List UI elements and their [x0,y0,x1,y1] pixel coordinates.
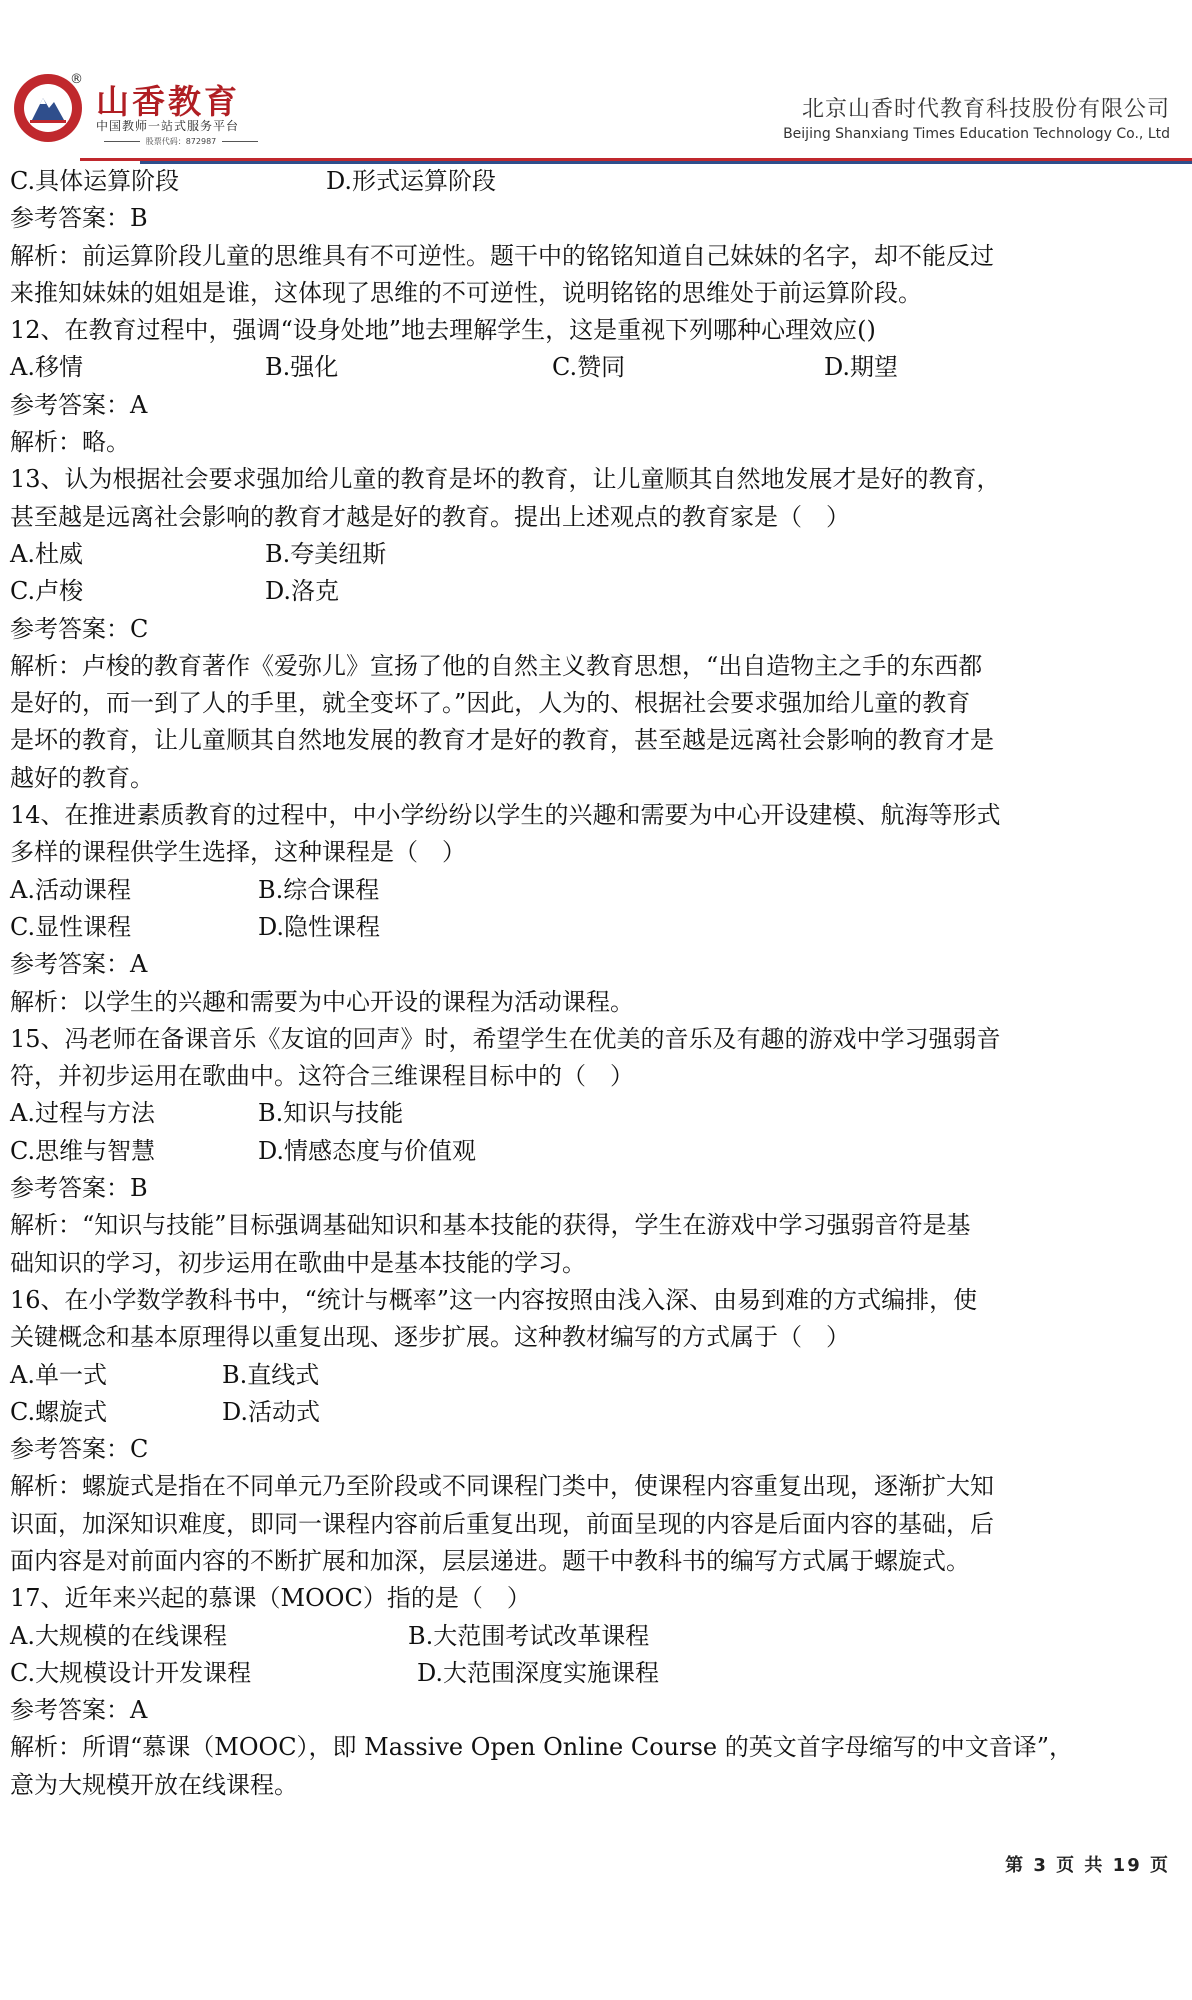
option: D.情感态度与价值观 [258,1136,477,1165]
q14-stem: 多样的课程供学生选择，这种课程是（ ） [10,838,466,867]
q16-stem: 关键概念和基本原理得以重复出现、逐步扩展。这种教材编写的方式属于（ ） [10,1323,850,1352]
option: D.活动式 [222,1397,321,1426]
option: C.具体运算阶段 [10,167,180,195]
q13-analysis-line: 是好的，而一到了人的手里，就全变坏了。”因此，人为的、根据社会要求强加给儿童的教育 [10,689,971,718]
q13-analysis-line: 是坏的教育，让儿童顺其自然地发展的教育才是好的教育，甚至越是远离社会影响的教育才是 [10,726,994,755]
option: B.大范围考试改革课程 [408,1621,650,1650]
q11-analysis-line: 解析：前运算阶段儿童的思维具有不可逆性。题干中的铭铭知道自己妹妹的名字，却不能反过 [10,241,994,270]
q14-stem: 14、在推进素质教育的过程中，中小学纷纷以学生的兴趣和需要为中心开设建模、航海等形式 [10,801,1001,830]
q17-stem: 17、近年来兴起的慕课（MOOC）指的是（ ） [10,1584,531,1613]
q11-analysis-line: 来推知妹妹的姐姐是谁，这体现了思维的不可逆性，说明铭铭的思维处于前运算阶段。 [10,278,922,307]
page-header [0,0,1192,165]
option: C.螺旋式 [10,1397,108,1426]
q16-options-row [10,1357,1175,1394]
q16-analysis-line: 识面，加深知识难度，即同一课程内容前后重复出现，前面呈现的内容是后面内容的基础，后 [10,1509,994,1538]
q12-stem: 12、在教育过程中，强调“设身处地”地去理解学生，这是重视下列哪种心理效应() [10,316,876,345]
q16-answer: 参考答案：C [10,1435,149,1464]
company-name-cn: 北京山香时代教育科技股份有限公司 [801,97,1170,122]
q16-stem: 16、在小学数学教科书中，“统计与概率”这一内容按照由浅入深、由易到难的方式编排，使 [10,1285,978,1314]
q13-analysis-line: 解析：卢梭的教育著作《爱弥儿》宣扬了他的自然主义教育思想，“出自造物主之手的东西都 [10,651,983,680]
option: A.大规模的在线课程 [10,1621,227,1650]
q13-analysis-line: 越好的教育。 [10,763,154,792]
q15-analysis-line: 础知识的学习，初步运用在歌曲中是基本技能的学习。 [10,1248,586,1277]
q13-answer: 参考答案：C [10,614,149,643]
q11-answer: 参考答案：B [10,204,148,233]
q13-stem: 13、认为根据社会要求强加给儿童的教育是坏的教育，让儿童顺其自然地发展才是好的教育， [10,465,1001,494]
option: D.大范围深度实施课程 [417,1658,660,1687]
q17-answer: 参考答案：A [10,1696,148,1725]
q15-options-row [10,1095,1175,1132]
q14-answer: 参考答案：A [10,950,148,979]
option: A.活动课程 [10,875,131,904]
q14-options-row [10,872,1175,909]
option: B.综合课程 [258,875,380,904]
q13-stem: 甚至越是远离社会影响的教育才越是好的教育。提出上述观点的教育家是（ ） [10,502,850,531]
option: B.直线式 [222,1360,320,1389]
page-number: 第 3 页 共 19 页 [1005,1855,1170,1876]
option: A.移情 [10,353,83,382]
company-name-en: Beijing Shanxiang Times Education Technology Co., Ltd [783,126,1170,142]
option: B.夸美纽斯 [265,539,387,568]
option: D.形式运算阶段 [326,167,497,195]
option: B.知识与技能 [258,1099,404,1128]
q12-answer: 参考答案：A [10,390,148,419]
stock-code-text: 股票代码：872987 [145,137,217,146]
q14-options-row [10,909,1175,946]
q15-options-row [10,1133,1175,1170]
question-content [10,163,1175,1804]
q16-options-row [10,1394,1175,1431]
q16-analysis-line: 解析：螺旋式是指在不同单元乃至阶段或不同课程门类中，使课程内容重复出现，逐渐扩大知 [10,1472,994,1501]
q15-stem: 符，并初步运用在歌曲中。这符合三维课程目标中的（ ） [10,1062,634,1091]
brand-subtitle: 中国教师一站式服务平台 [96,119,240,133]
option: A.杜威 [10,539,83,568]
q11-options [10,163,1175,200]
q17-options-row [10,1618,1175,1655]
option: A.过程与方法 [10,1099,155,1128]
q15-stem: 15、冯老师在备课音乐《友谊的回声》时，希望学生在优美的音乐及有趣的游戏中学习强弱音 [10,1024,1001,1053]
q12-analysis-line: 解析：略。 [10,428,130,457]
option: D.洛克 [265,577,340,606]
q17-analysis-line: 意为大规模开放在线课程。 [10,1770,298,1799]
stock-code [96,136,266,147]
option: C.赞同 [552,353,626,382]
q17-analysis-line: 解析：所谓“慕课（MOOC），即 Massive Open Online Course 的英文首字母缩写的中文音译”， [10,1733,1074,1762]
option: C.思维与智慧 [10,1136,156,1165]
option: C.大规模设计开发课程 [10,1658,252,1687]
option: C.显性课程 [10,912,132,941]
q15-answer: 参考答案：B [10,1174,148,1203]
q15-analysis-line: 解析：“知识与技能”目标强调基础知识和基本技能的获得，学生在游戏中学习强弱音符是基 [10,1211,971,1240]
option: B.强化 [265,353,339,382]
option: C.卢梭 [10,577,84,606]
option: D.隐性课程 [258,912,381,941]
q12-options [10,349,1175,386]
q14-analysis-line: 解析：以学生的兴趣和需要为中心开设的课程为活动课程。 [10,987,634,1016]
q17-options-row [10,1655,1175,1692]
q16-analysis-line: 面内容是对前面内容的不断扩展和加深，层层递进。题干中教科书的编写方式属于螺旋式。 [10,1546,970,1575]
brand-name: 山香教育 [96,82,240,121]
option: D.期望 [824,353,899,382]
q13-options-row [10,573,1175,610]
option: A.单一式 [10,1360,107,1389]
q13-options-row [10,536,1175,573]
registered-mark: ® [70,72,83,87]
